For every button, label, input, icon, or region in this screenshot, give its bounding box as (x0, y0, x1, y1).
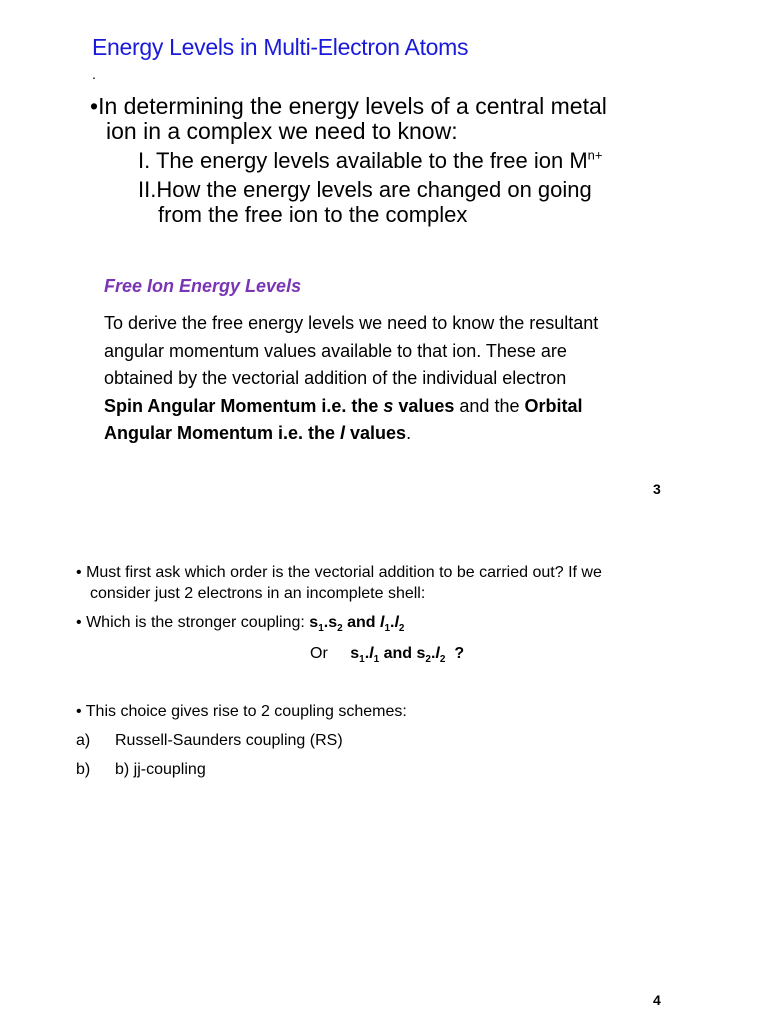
roman-item-1-num: I. (138, 148, 151, 173)
bullet-2 (76, 612, 404, 633)
para-line-5 (104, 420, 598, 448)
para-line-3: obtained by the vectorial addition of the individual electron (104, 368, 567, 388)
or-label: Or (310, 645, 328, 662)
para-line-4 (104, 393, 598, 421)
roman-item-2-num: II. (138, 177, 157, 202)
bullet-line-1: In determining the energy levels of a central metal (98, 93, 607, 119)
para-line-1: To derive the free energy levels we need to know the resultant (104, 313, 599, 333)
list-item-b (76, 759, 90, 780)
bullet-marker: • (90, 93, 99, 119)
roman-item-2-line-1: How the energy levels are changed on going (156, 177, 592, 202)
bullet-1 (76, 562, 602, 583)
bullet-3-text: This choice gives rise to 2 coupling schemes: (85, 703, 407, 720)
and-the: and the (454, 395, 525, 416)
slide-title: Energy Levels in Multi-Electron Atoms (92, 34, 469, 60)
coupling-expr-1: $s_1.s_2$ and $l_1.l_2$ (309, 614, 405, 635)
or-line (310, 643, 464, 664)
angular-term-b: values (345, 423, 407, 443)
angular-term-a: Angular Momentum i.e. the (104, 423, 341, 443)
bullet-1-line-1: Must first ask which order is the vectorial addition to be carried out? If we (86, 564, 602, 581)
list-item-a-label: a) (76, 732, 91, 749)
s-symbol: s (383, 395, 394, 416)
list-item-b-text: b) jj-coupling (115, 761, 206, 778)
bullet-line-2: ion in a complex we need to know: (106, 118, 458, 144)
paragraph (104, 310, 598, 448)
spin-term-b: values (393, 395, 455, 416)
bullet-2-text: Which is the stronger coupling: (86, 614, 310, 631)
list-item-a (76, 730, 90, 751)
list-item-b-label: b) (76, 761, 91, 778)
l-symbol: l (340, 423, 346, 443)
main-bullet (90, 94, 607, 119)
stray-dot: . (92, 66, 96, 82)
section-heading: Free Ion Energy Levels (104, 276, 302, 296)
period: . (406, 423, 412, 443)
list-item-a-text: Russell-Saunders coupling (RS) (115, 732, 343, 749)
roman-item-1 (138, 148, 602, 173)
bullet-3 (76, 701, 407, 722)
bullet-1-line-2: consider just 2 electrons in an incomplete shell: (90, 585, 426, 602)
orbital-term: Orbital (524, 395, 583, 416)
roman-item-2-line-2: from the free ion to the complex (158, 202, 468, 227)
roman-item-2 (138, 177, 592, 202)
coupling-expr-2: $s_1.l_1$ and $s_2.l_2$ ? (350, 645, 465, 666)
bullet-marker: • (76, 614, 82, 631)
para-line-2: angular momentum values available to that ion. These are (104, 340, 567, 361)
spin-term-a: Spin Angular Momentum i.e. the (104, 395, 384, 416)
charge-superscript: n+ (587, 147, 603, 163)
page-number-3: 3 (653, 481, 661, 497)
bullet-marker: • (76, 564, 82, 581)
bullet-marker: • (76, 703, 82, 720)
roman-item-1-text: The energy levels available to the free ion M (155, 148, 588, 173)
page-number-4: 4 (653, 992, 661, 1008)
